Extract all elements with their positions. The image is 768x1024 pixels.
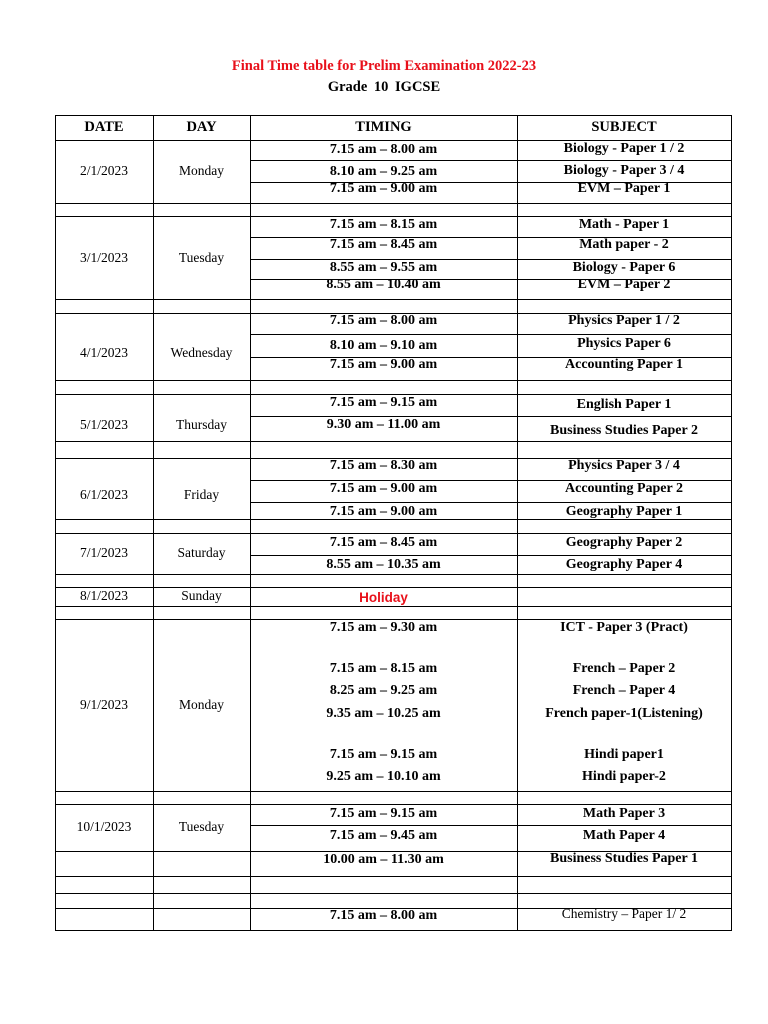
exam-day: Tuesday [178, 819, 225, 834]
exam-subject: Hindi paper-2 [582, 769, 666, 784]
row-divider [55, 876, 250, 877]
exam-date: 2/1/2023 [79, 163, 128, 178]
row-divider [250, 203, 731, 204]
exam-subject: Chemistry – Paper 1/ 2 [561, 906, 687, 921]
exam-subject: Math paper - 2 [579, 237, 669, 252]
row-divider [250, 791, 731, 792]
exam-timing: 7.15 am – 9.15 am [329, 747, 438, 762]
table-border-bottom [55, 930, 732, 931]
exam-timing: 10.00 am – 11.30 am [323, 852, 444, 867]
exam-day: Sunday [181, 588, 222, 603]
exam-day: Tuesday [178, 250, 225, 265]
exam-timing: 7.15 am – 8.00 am [329, 313, 438, 328]
document-title: Final Time table for Prelim Examination 2022-23 [231, 58, 537, 74]
row-divider [55, 140, 250, 141]
row-divider [55, 791, 250, 792]
exam-timing: 8.55 am – 10.40 am [326, 277, 441, 292]
exam-subject: EVM – Paper 1 [577, 181, 671, 196]
row-divider [250, 876, 731, 877]
row-divider [250, 893, 731, 894]
exam-subject: Geography Paper 1 [565, 504, 683, 519]
row-divider [55, 313, 250, 314]
row-divider [55, 606, 250, 607]
exam-timing: 7.15 am – 9.00 am [329, 357, 438, 372]
exam-subject: Math Paper 3 [582, 806, 666, 821]
exam-timing: 7.15 am – 9.00 am [329, 181, 438, 196]
exam-date: 9/1/2023 [79, 697, 128, 712]
row-divider [250, 299, 731, 300]
column-header: DAY [186, 119, 217, 135]
exam-timing: 7.15 am – 8.15 am [329, 217, 438, 232]
row-divider [55, 851, 250, 852]
exam-day: Monday [179, 163, 224, 178]
exam-day: Thursday [176, 417, 227, 432]
holiday-label: Holiday [359, 589, 408, 605]
exam-timing: 7.15 am – 9.45 am [329, 828, 438, 843]
column-divider [731, 115, 732, 930]
row-divider [55, 441, 250, 442]
exam-subject: Biology - Paper 6 [572, 260, 676, 275]
exam-timing: 7.15 am – 8.30 am [329, 458, 438, 473]
exam-subject: Geography Paper 2 [565, 535, 683, 550]
exam-date: 5/1/2023 [79, 417, 128, 432]
exam-timing: 8.25 am – 9.25 am [329, 683, 438, 698]
exam-timing: 8.10 am – 9.25 am [329, 164, 438, 179]
exam-date: 10/1/2023 [76, 819, 132, 834]
row-divider [55, 216, 250, 217]
exam-subject: Physics Paper 1 / 2 [568, 313, 680, 328]
exam-subject [517, 587, 731, 607]
exam-subject: Hindi paper1 [584, 747, 664, 762]
exam-subject: Business Studies Paper 1 [550, 851, 698, 866]
exam-subject: French paper-1(Listening) [545, 706, 703, 721]
row-divider [55, 893, 250, 894]
exam-timing: 8.55 am – 10.35 am [326, 557, 441, 572]
exam-timing: 8.10 am – 9.10 am [329, 338, 438, 353]
exam-timing: 9.25 am – 10.10 am [326, 769, 441, 784]
exam-subject: Accounting Paper 2 [565, 481, 683, 496]
exam-date: 3/1/2023 [79, 250, 128, 265]
exam-timing: 8.55 am – 9.55 am [329, 260, 438, 275]
row-divider [55, 203, 250, 204]
exam-subject: French – Paper 4 [572, 683, 676, 698]
exam-subject: Math - Paper 1 [578, 217, 670, 232]
row-divider [55, 619, 250, 620]
row-divider [55, 804, 250, 805]
exam-day: Saturday [177, 545, 226, 560]
exam-subject: Business Studies Paper 2 [550, 423, 698, 438]
exam-subject: Geography Paper 4 [565, 557, 683, 572]
exam-timing: 7.15 am – 8.00 am [329, 908, 438, 923]
exam-subject: Biology - Paper 3 / 4 [563, 163, 685, 178]
exam-timing: 9.30 am – 11.00 am [326, 417, 441, 432]
exam-subject: ICT - Paper 3 (Pract) [560, 620, 688, 635]
exam-timing: 7.15 am – 9.15 am [329, 395, 438, 410]
row-divider [55, 519, 250, 520]
exam-date: 6/1/2023 [79, 487, 128, 502]
exam-day: Monday [179, 697, 224, 712]
exam-day: Wednesday [170, 345, 233, 360]
row-divider [55, 574, 250, 575]
row-divider [55, 458, 250, 459]
exam-date: 4/1/2023 [79, 345, 128, 360]
row-divider [55, 394, 250, 395]
row-divider [55, 908, 250, 909]
exam-subject: Accounting Paper 1 [565, 357, 683, 372]
exam-subject: Physics Paper 3 / 4 [568, 458, 680, 473]
exam-timing: 7.15 am – 8.15 am [329, 661, 438, 676]
exam-subject: French – Paper 2 [572, 661, 676, 676]
exam-subject: Math Paper 4 [582, 828, 666, 843]
exam-timing: 7.15 am – 9.00 am [329, 481, 438, 496]
exam-date: 8/1/2023 [79, 588, 128, 603]
exam-subject: English Paper 1 [576, 397, 672, 412]
exam-subject: EVM – Paper 2 [577, 277, 671, 292]
exam-timing: 9.35 am – 10.25 am [326, 706, 441, 721]
row-divider [250, 441, 731, 442]
exam-day: Friday [183, 487, 220, 502]
exam-timing: 7.15 am – 8.45 am [329, 237, 438, 252]
exam-timing: 7.15 am – 9.15 am [329, 806, 438, 821]
document-subtitle: Grade 10 IGCSE [327, 79, 441, 95]
column-divider [153, 115, 154, 930]
exam-timing: 7.15 am – 9.00 am [329, 504, 438, 519]
row-divider [55, 380, 250, 381]
column-divider [55, 115, 56, 930]
exam-subject: Physics Paper 6 [577, 336, 671, 351]
exam-timing: 7.15 am – 8.45 am [329, 535, 438, 550]
row-divider [55, 299, 250, 300]
column-header: SUBJECT [591, 119, 657, 135]
column-header: DATE [84, 119, 124, 135]
row-divider [55, 533, 250, 534]
exam-timing: 7.15 am – 8.00 am [329, 142, 438, 157]
exam-subject: Biology - Paper 1 / 2 [563, 141, 685, 156]
row-divider [250, 380, 731, 381]
column-header: TIMING [355, 119, 412, 135]
exam-timing: 7.15 am – 9.30 am [329, 620, 438, 635]
exam-date: 7/1/2023 [79, 545, 128, 560]
